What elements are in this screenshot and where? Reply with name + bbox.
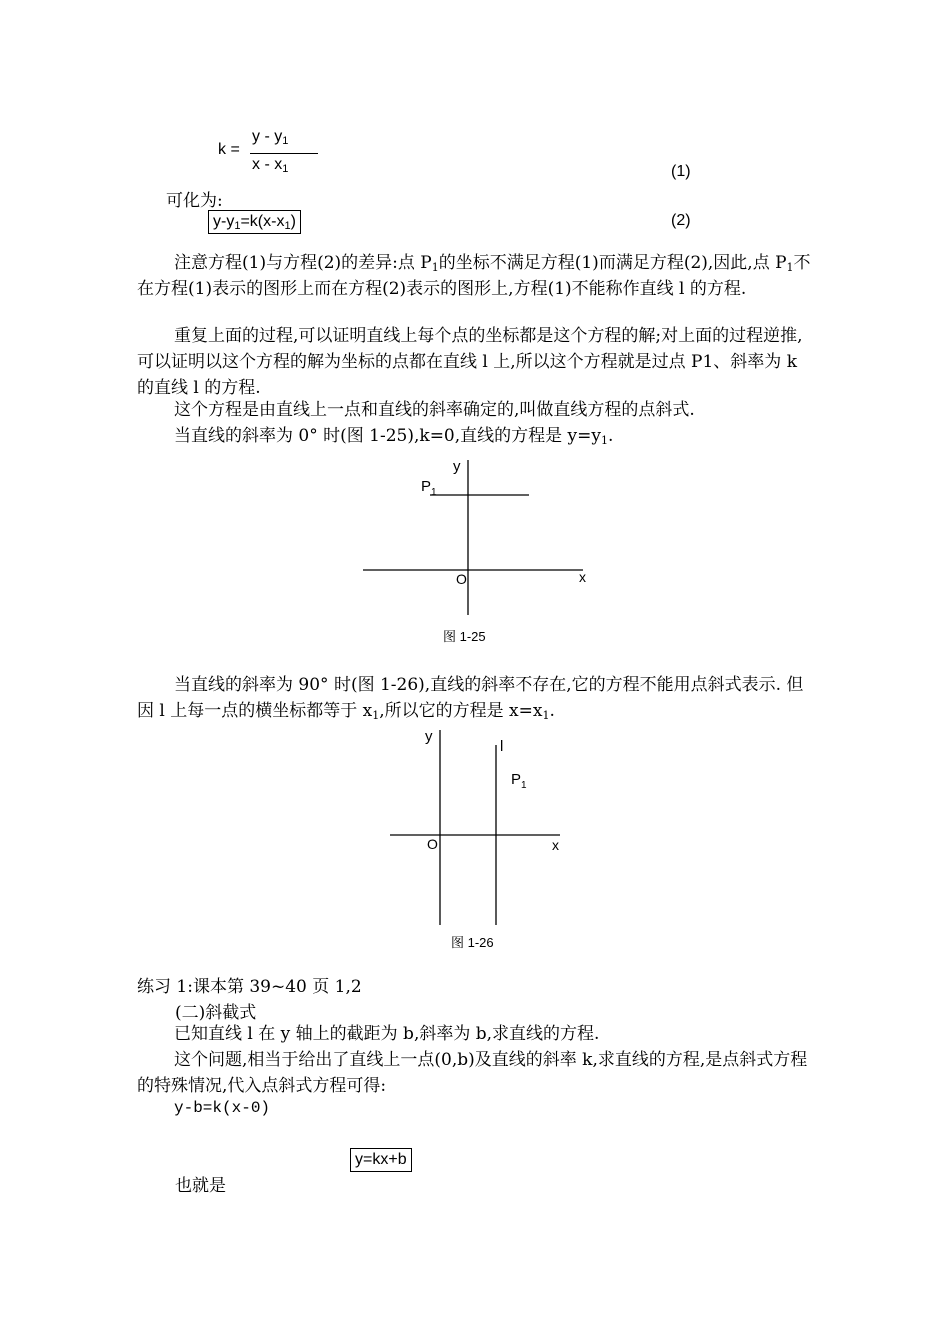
paragraph-point-slope: 这个方程是由直线上一点和直线的斜率确定的,叫做直线方程的点斜式. [174, 400, 695, 420]
paragraph-problem: 已知直线 l 在 y 轴上的截距为 b,斜率为 b,求直线的方程. [174, 1024, 600, 1044]
also-is-label: 也就是 [175, 1176, 226, 1196]
equation-substituted: y-b=k(x-0) [174, 1099, 271, 1117]
exercise-line: 练习 1:课本第 39~40 页 1,2 [137, 977, 362, 997]
formula-1-numerator: y - $y_1$ [252, 128, 289, 147]
figure-1-26 [385, 725, 575, 955]
slope-intercept-box: y=kx+b [350, 1148, 412, 1172]
formula-1-denominator: x - $x_1$ [252, 156, 289, 175]
x-axis-label: x [579, 569, 586, 585]
formula-1-fraction-bar [250, 153, 318, 154]
point-p1-label: $P_1$ [421, 478, 437, 498]
formula-2-number: (2) [671, 212, 691, 229]
paragraph-ninety: 当直线的斜率为 90° 时(图 1-26),直线的斜率不存在,它的方程不能用点斜式表示. 但因 l 上每一点的横坐标都等于 $x_1$,所以它的方程是 $x=x_1$. [137, 675, 804, 722]
figure-1-25 [355, 455, 600, 650]
figure-caption: 图 1-26 [451, 935, 494, 950]
formula-1 [218, 128, 318, 182]
x-axis-label: x [552, 837, 559, 853]
paragraph-repeat: 重复上面的过程,可以证明直线上每个点的坐标都是这个方程的解;对上面的过程逆推,可以证明以这个方程的解为坐标的点都在直线 l 上,所以这个方程就是过点 P1、斜率为 k 的直线 l 的方程. [137, 326, 803, 398]
formula-2-box: $y-y_1=k(x-x_1)$ [208, 210, 301, 234]
formula-1-k: k = [218, 141, 240, 158]
point-p1-label: $P_1$ [511, 771, 527, 791]
section-heading: (二)斜截式 [175, 1003, 257, 1023]
origin-label: O [456, 571, 467, 587]
formula-1-number: (1) [671, 163, 691, 180]
paragraph-note: 注意方程(1)与方程(2)的差异:点 $P_1$的坐标不满足方程(1)而满足方程(2),因此,点 $P_1$不在方程(1)表示的图形上而在方程(2)表示的图形上,方程(1)不能称作直线 l 的方程. [137, 253, 811, 299]
paragraph-equivalent: 这个问题,相当于给出了直线上一点(0,b)及直线的斜率 k,求直线的方程,是点斜式方程的特殊情况,代入点斜式方程可得: [137, 1050, 808, 1096]
figure-caption: 图 1-25 [443, 629, 486, 644]
line-l-label: l [500, 738, 504, 755]
y-axis-label: y [453, 458, 461, 475]
convert-label: 可化为: [166, 191, 223, 211]
y-axis-label: y [425, 728, 433, 745]
origin-label: O [427, 836, 438, 852]
paragraph-zero-slope: 当直线的斜率为 0° 时(图 1-25),k=0,直线的方程是 $y=y_1$. [174, 426, 614, 447]
